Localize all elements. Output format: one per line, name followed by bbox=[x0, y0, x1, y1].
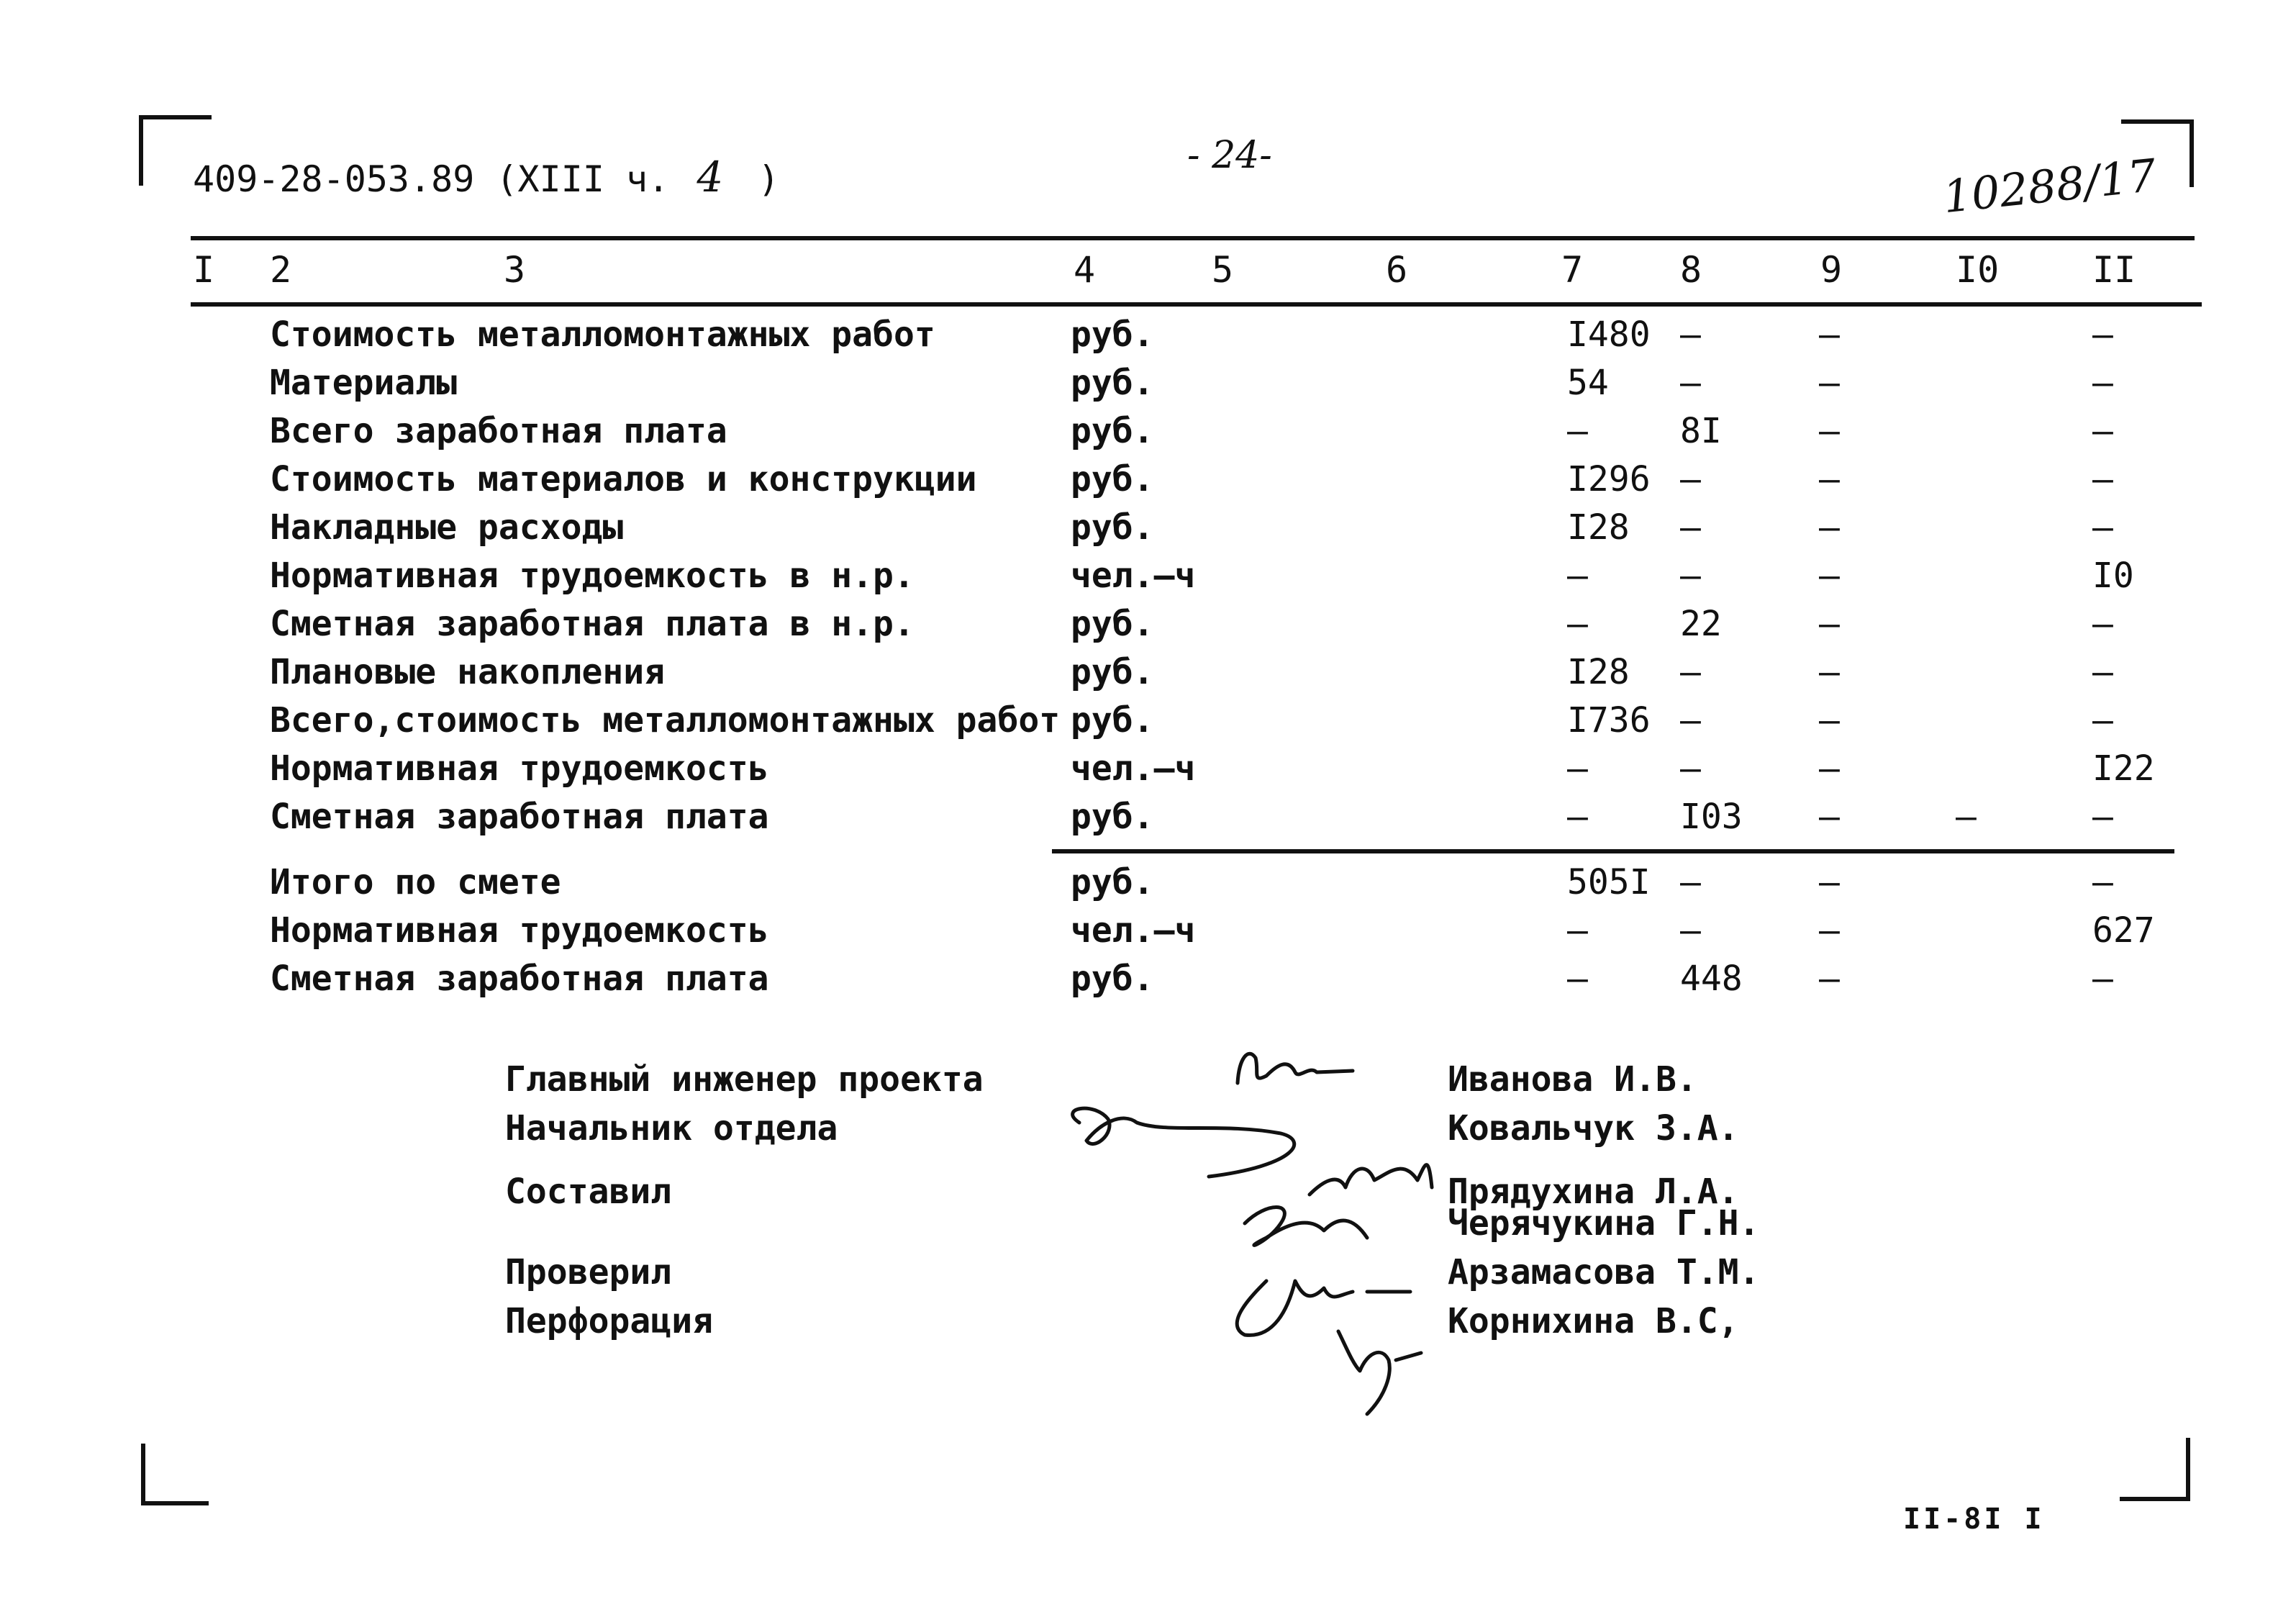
signature-pryadukhina bbox=[1310, 1165, 1432, 1195]
cell-col11: – bbox=[2092, 700, 2113, 740]
signature-name: Черячукина Г.Н. bbox=[1448, 1203, 1760, 1244]
signature-name: Арзамасова Т.М. bbox=[1448, 1252, 1760, 1292]
column-number: II bbox=[2092, 249, 2136, 291]
cell-col9: – bbox=[1819, 507, 1840, 548]
cell-col9: – bbox=[1819, 459, 1840, 499]
row-name: Сметная заработная плата в н.р. bbox=[270, 604, 915, 644]
signature-name: Иванова И.В. bbox=[1448, 1059, 1697, 1100]
cell-col9: – bbox=[1819, 797, 1840, 837]
row-unit: руб. bbox=[1071, 507, 1154, 548]
row-unit: руб. bbox=[1071, 862, 1154, 902]
signature-role: Проверил bbox=[505, 1252, 672, 1292]
row-name: Нормативная трудоемкость bbox=[270, 910, 769, 951]
row-name: Стоимость металломонтажных работ bbox=[270, 314, 935, 355]
column-number: 9 bbox=[1820, 249, 1843, 291]
signature-role: Начальник отдела bbox=[505, 1108, 838, 1149]
column-number: 5 bbox=[1212, 249, 1234, 291]
cell-col7: I28 bbox=[1567, 652, 1630, 692]
cell-col8: – bbox=[1680, 910, 1701, 951]
cell-col7: 505I bbox=[1567, 862, 1651, 902]
document-code-close: ) bbox=[758, 158, 780, 200]
cell-col8: 448 bbox=[1680, 959, 1743, 999]
signature-arzamasova bbox=[1237, 1281, 1410, 1335]
row-name: Всего заработная плата bbox=[270, 411, 727, 451]
cell-col11: – bbox=[2092, 959, 2113, 999]
cell-col11: – bbox=[2092, 507, 2113, 548]
cell-col7: – bbox=[1567, 910, 1588, 951]
cell-col8: 8I bbox=[1680, 411, 1722, 451]
cell-col8: – bbox=[1680, 556, 1701, 596]
cell-col9: – bbox=[1819, 652, 1840, 692]
cell-col11: – bbox=[2092, 363, 2113, 403]
row-unit: руб. bbox=[1071, 797, 1154, 837]
cell-col7: I736 bbox=[1567, 700, 1651, 740]
cell-col11: – bbox=[2092, 459, 2113, 499]
row-name: Сметная заработная плата bbox=[270, 959, 769, 999]
cell-col7: – bbox=[1567, 797, 1588, 837]
cell-col8: 22 bbox=[1680, 604, 1722, 644]
footer-stamp: II-8I I bbox=[1903, 1503, 2045, 1536]
row-name: Всего,стоимость металломонтажных работ bbox=[270, 700, 1061, 740]
part-number: 4 bbox=[696, 153, 724, 201]
cell-col7: – bbox=[1567, 604, 1588, 644]
row-name: Накладные расходы bbox=[270, 507, 624, 548]
archive-number: 10288/17 bbox=[1940, 148, 2159, 224]
cell-col7: I28 bbox=[1567, 507, 1630, 548]
cell-col9: – bbox=[1819, 314, 1840, 355]
column-number: I bbox=[193, 249, 215, 291]
row-unit: руб. bbox=[1071, 604, 1154, 644]
row-name: Материалы bbox=[270, 363, 458, 403]
cell-col11: I0 bbox=[2092, 556, 2134, 596]
cell-col11: – bbox=[2092, 862, 2113, 902]
row-unit: руб. bbox=[1071, 700, 1154, 740]
cell-col7: 54 bbox=[1567, 363, 1609, 403]
cell-col9: – bbox=[1819, 862, 1840, 902]
cell-col8: – bbox=[1680, 507, 1701, 548]
row-name: Нормативная трудоемкость bbox=[270, 748, 769, 789]
row-unit: руб. bbox=[1071, 959, 1154, 999]
cell-col9: – bbox=[1819, 556, 1840, 596]
page-number: - 24- bbox=[1187, 134, 1272, 177]
signature-name: Прядухина Л.А. bbox=[1448, 1172, 1739, 1212]
column-number: 8 bbox=[1680, 249, 1702, 291]
column-number: I0 bbox=[1956, 249, 2000, 291]
cell-col11: – bbox=[2092, 411, 2113, 451]
cell-col9: – bbox=[1819, 604, 1840, 644]
column-number: 3 bbox=[504, 249, 526, 291]
cell-col8: – bbox=[1680, 862, 1701, 902]
cell-col11: – bbox=[2092, 797, 2113, 837]
row-name: Стоимость материалов и конструкции bbox=[270, 459, 977, 499]
row-name: Плановые накопления bbox=[270, 652, 666, 692]
row-unit: руб. bbox=[1071, 459, 1154, 499]
cell-col7: I480 bbox=[1567, 314, 1651, 355]
cell-col8: – bbox=[1680, 700, 1701, 740]
row-unit: чел.–ч bbox=[1071, 748, 1196, 789]
row-unit: чел.–ч bbox=[1071, 556, 1196, 596]
row-unit: руб. bbox=[1071, 411, 1154, 451]
cell-col8: – bbox=[1680, 363, 1701, 403]
signature-role: Составил bbox=[505, 1172, 672, 1212]
cell-col9: – bbox=[1819, 959, 1840, 999]
row-unit: чел.–ч bbox=[1071, 910, 1196, 951]
cell-col11: – bbox=[2092, 604, 2113, 644]
document-code-text: 409-28-053.89 (XIII ч. bbox=[193, 158, 670, 200]
cell-col8: – bbox=[1680, 314, 1701, 355]
cell-col7: – bbox=[1567, 959, 1588, 999]
cell-col7: I296 bbox=[1567, 459, 1651, 499]
cell-col7: – bbox=[1567, 556, 1588, 596]
signature-role: Перфорация bbox=[505, 1301, 713, 1341]
cell-col8: – bbox=[1680, 652, 1701, 692]
signature-name: Ковальчук З.А. bbox=[1448, 1108, 1739, 1149]
cell-col8: – bbox=[1680, 748, 1701, 789]
row-unit: руб. bbox=[1071, 314, 1154, 355]
cell-col9: – bbox=[1819, 411, 1840, 451]
cell-col8: – bbox=[1680, 459, 1701, 499]
row-unit: руб. bbox=[1071, 652, 1154, 692]
row-name: Сметная заработная плата bbox=[270, 797, 769, 837]
column-number: 4 bbox=[1074, 249, 1096, 291]
cell-col7: – bbox=[1567, 411, 1588, 451]
signature-role: Главный инженер проекта bbox=[505, 1059, 984, 1100]
column-number: 6 bbox=[1386, 249, 1408, 291]
cell-col11: 627 bbox=[2092, 910, 2155, 951]
signature-name: Корнихина В.С, bbox=[1448, 1301, 1739, 1341]
cell-col11: – bbox=[2092, 652, 2113, 692]
cell-col9: – bbox=[1819, 363, 1840, 403]
column-number: 2 bbox=[270, 249, 292, 291]
cell-col11: I22 bbox=[2092, 748, 2155, 789]
signature-ivanova bbox=[1238, 1054, 1353, 1083]
cell-col10: – bbox=[1956, 797, 1977, 837]
cell-col7: – bbox=[1567, 748, 1588, 789]
row-name: Итого по смете bbox=[270, 862, 561, 902]
cell-col9: – bbox=[1819, 748, 1840, 789]
signature-kornikhina bbox=[1338, 1331, 1421, 1414]
cell-col9: – bbox=[1819, 910, 1840, 951]
signature-kovalchuk bbox=[1073, 1108, 1294, 1177]
cell-col9: – bbox=[1819, 700, 1840, 740]
cell-col8: I03 bbox=[1680, 797, 1743, 837]
cell-col11: – bbox=[2092, 314, 2113, 355]
column-number: 7 bbox=[1561, 249, 1584, 291]
row-name: Нормативная трудоемкость в н.р. bbox=[270, 556, 915, 596]
signature-cheryachukina bbox=[1245, 1208, 1367, 1246]
row-unit: руб. bbox=[1071, 363, 1154, 403]
